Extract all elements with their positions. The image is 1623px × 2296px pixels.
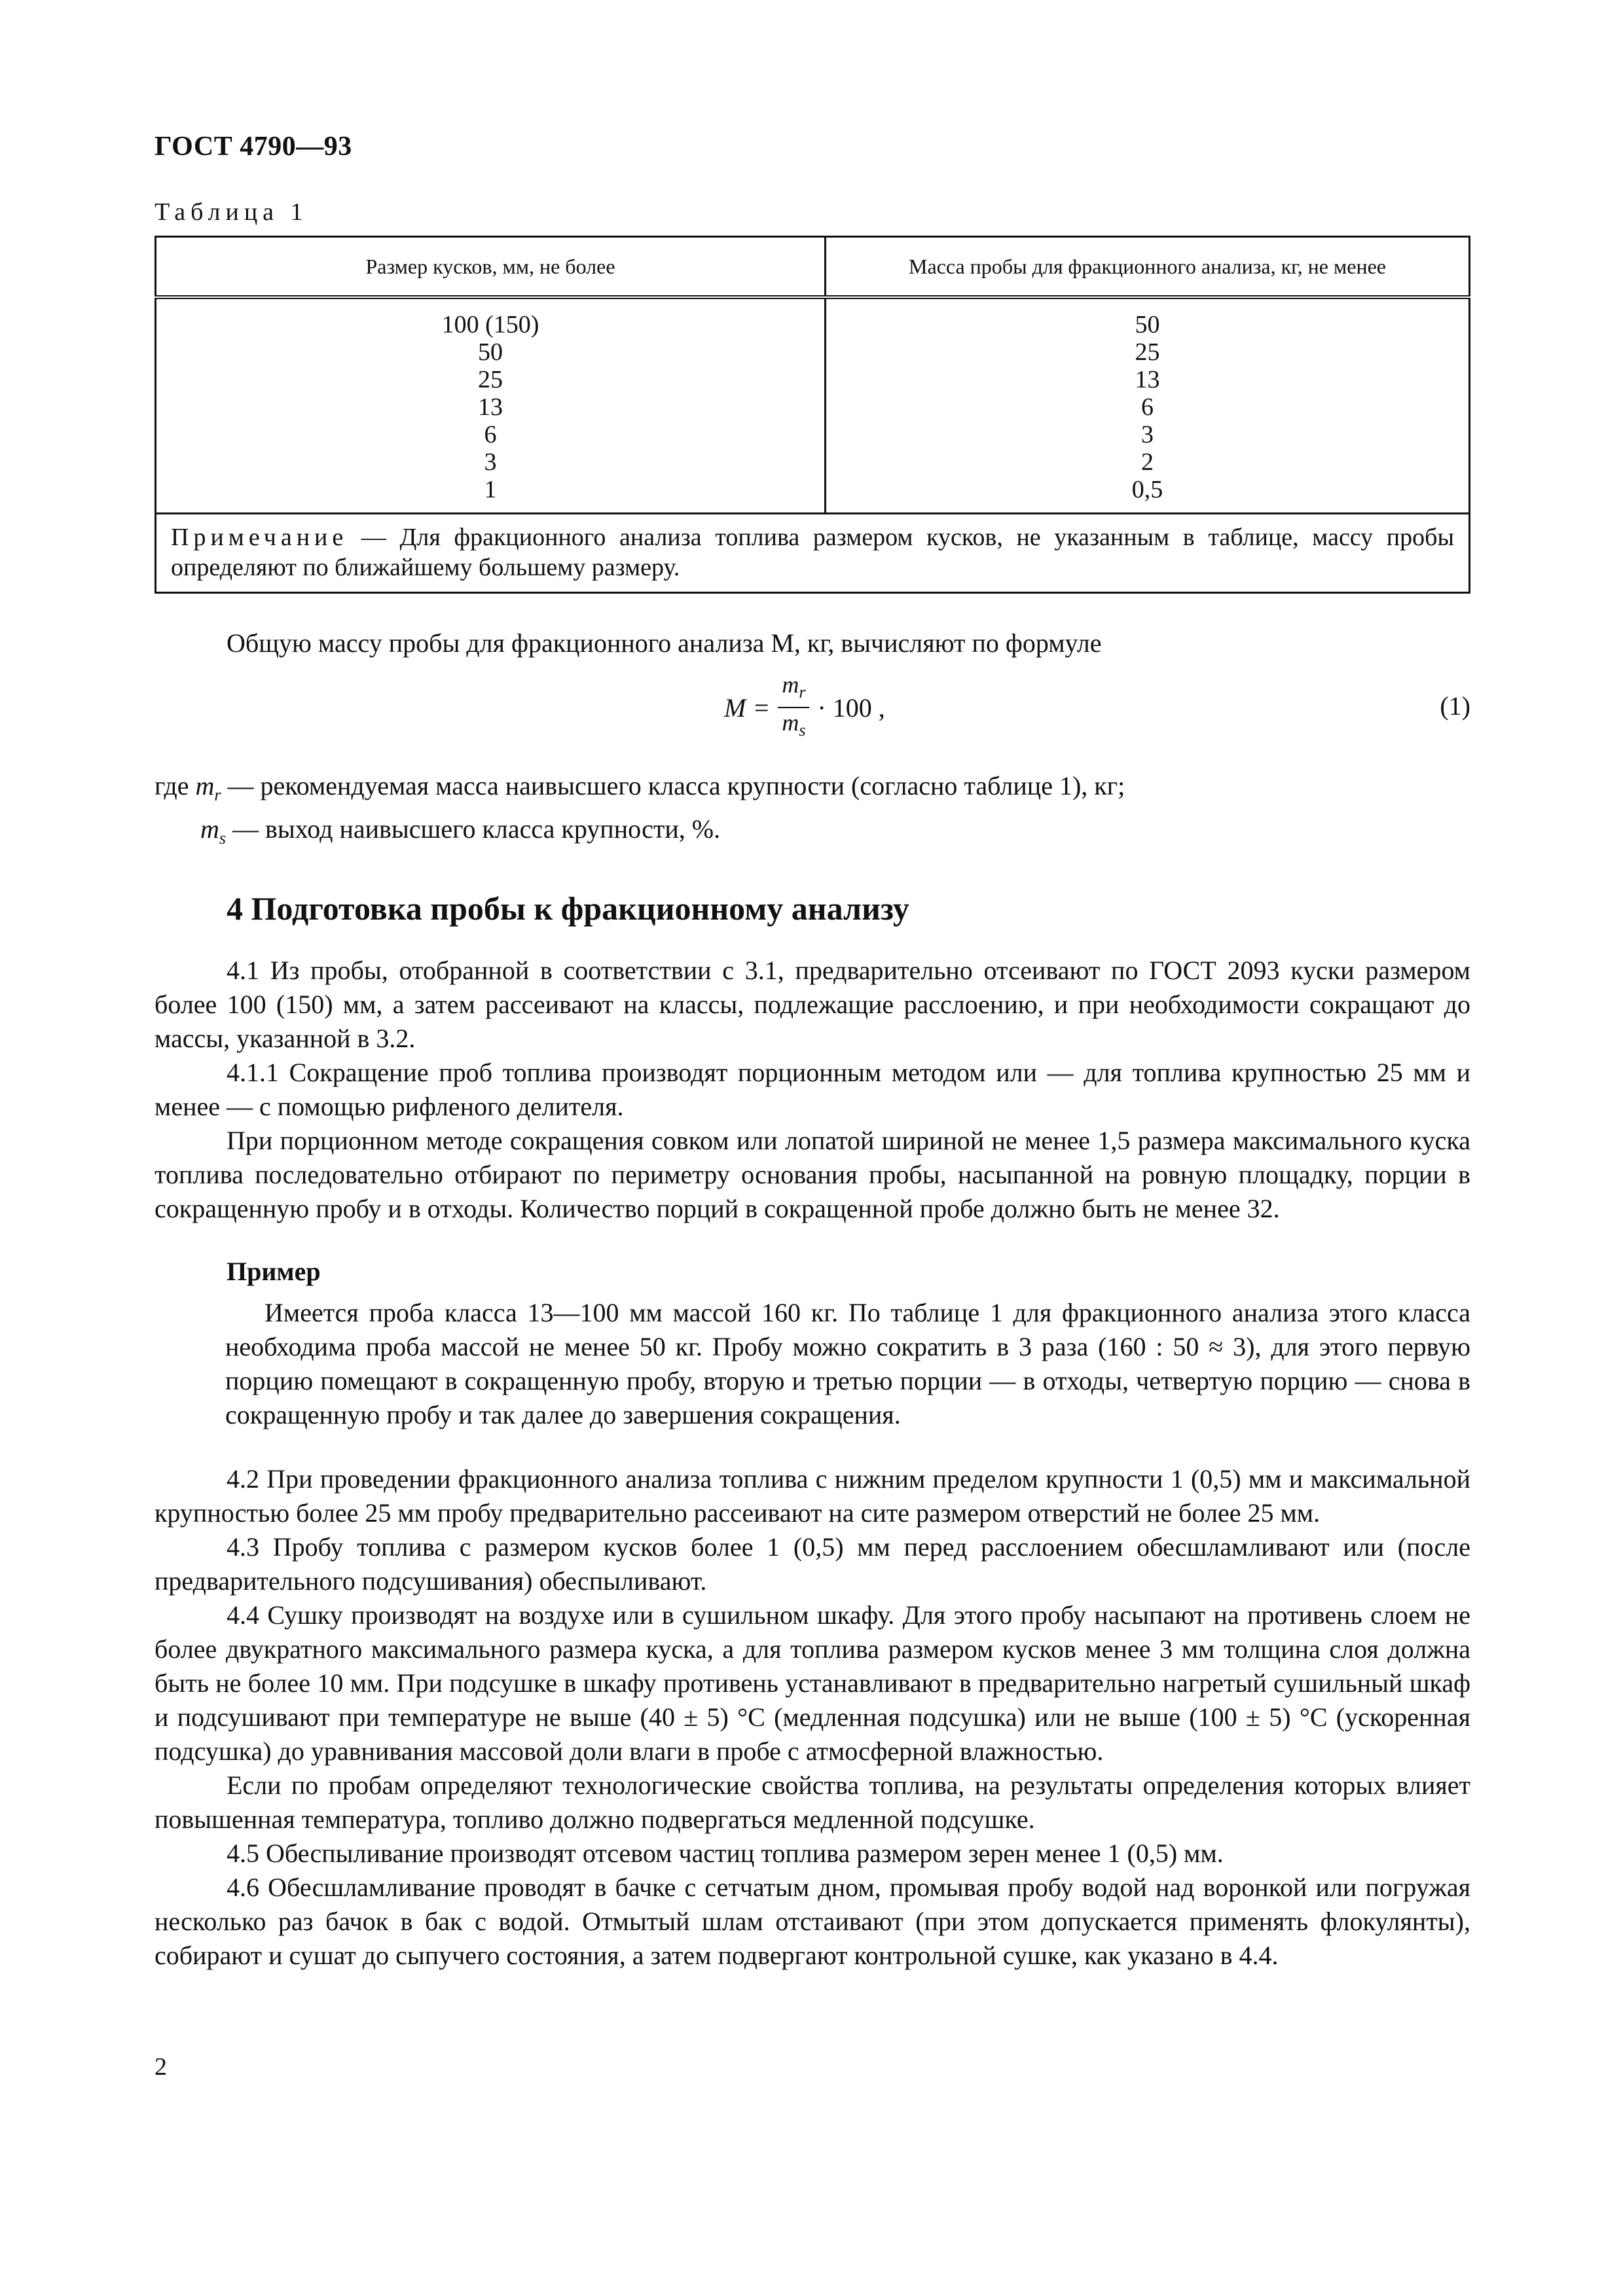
- section-title: 4 Подготовка пробы к фракционному анализу: [227, 890, 909, 927]
- note-lead: Примечание: [171, 524, 348, 551]
- table-mass-cell: [826, 297, 1470, 514]
- denominator-sub: s: [799, 721, 806, 740]
- formula: [724, 672, 885, 743]
- example-title: Пример: [227, 1257, 321, 1286]
- table-col-mass-header: Масса пробы для фракционного анализа, кг, не менее: [826, 237, 1470, 298]
- mass-value: 0,5: [1131, 476, 1163, 503]
- size-value: 13: [478, 393, 503, 421]
- table-1: [155, 236, 1470, 594]
- legend-var: m: [195, 771, 215, 800]
- legend-text: — рекомендуемая масса наивысшего класса крупности (согласно таблице 1), кг;: [221, 771, 1125, 800]
- table-col-size-header: Размер кусков, мм, не более: [156, 237, 826, 298]
- table-values-row: [156, 297, 1470, 514]
- table-header-row: [156, 237, 1470, 298]
- size-value: 6: [484, 421, 497, 448]
- size-value: 50: [478, 338, 503, 366]
- example-block: [155, 1256, 1470, 1432]
- table-caption: Таблица 1: [155, 198, 308, 226]
- legend-lead: где: [155, 771, 189, 800]
- size-value: 100 (150): [441, 311, 539, 338]
- paragraph-technology: Если по пробам определяют технологические свойства топлива, на результаты определения которых влияет повышенная температура, топливо должно подвергаться медленной подсушке.: [155, 1770, 1470, 1834]
- mass-value: 25: [1135, 338, 1160, 366]
- note-text: — Для фракционного анализа топлива размером кусков, не указанным в таблице, массу пробы определяют по ближайшему большему размеру.: [171, 524, 1454, 581]
- paragraph-4-1: 4.1 Из пробы, отобранной в соответствии с 3.1, предварительно отсеивают по ГОСТ 2093 куски размером более 100 (150) мм, а затем рассеивают на классы, подлежащие расслоению, и при необходимости сокращают до массы, указанной в 3.2.: [155, 956, 1470, 1053]
- legend-sub: s: [219, 829, 227, 848]
- formula-denominator: [778, 708, 809, 745]
- paragraph-4-4: 4.4 Сушку производят на воздухе или в сушильном шкафу. Для этого пробу насыпают на противень слоем не более двукратного максимального размера куска, а для топлива размером кусков менее 3 мм толщина слоя должна быть не более 10 мм. При подсушке в шкафу противень устанавливают в предварительно нагретый сушильный шкаф и подсушивают при температуре не выше (40 ± 5) °С (медленная подсушка) или не выше (100 ± 5) °С (ускоренная подсушка) до уравнивания массовой доли влаги в пробе с атмосферной влажностью.: [155, 1600, 1470, 1766]
- legend-var: m: [200, 814, 219, 844]
- size-value: 25: [478, 366, 503, 393]
- paragraph-4-5: 4.5 Обеспыливание производят отсевом частиц топлива размером зерен менее 1 (0,5) мм.: [227, 1839, 1224, 1868]
- legend-m-r: [155, 769, 1470, 812]
- formula-intro: Общую массу пробы для фракционного анализа M, кг, вычисляют по формуле: [227, 628, 1102, 658]
- formula-lhs: M =: [724, 692, 771, 723]
- paragraph-4-1-1: 4.1.1 Сокращение проб топлива производят порционным методом или — для топлива крупностью 25 мм и менее — с помощью рифленого делителя.: [155, 1058, 1470, 1121]
- paragraph-4-2: 4.2 При проведении фракционного анализа топлива с нижним пределом крупности 1 (0,5) мм и максимальной крупностью более 25 мм пробу предварительно рассеивают на сите размером отверстий не более 25 мм.: [155, 1464, 1470, 1528]
- formula-numerator: [778, 670, 809, 708]
- mass-value: 2: [1141, 448, 1154, 476]
- size-value: 1: [484, 476, 497, 503]
- document-id: ГОСТ 4790—93: [155, 132, 352, 162]
- numerator-sub: r: [799, 683, 806, 702]
- formula-number: (1): [1440, 691, 1470, 721]
- page-number: 2: [155, 2053, 167, 2081]
- mass-value: 13: [1135, 366, 1160, 393]
- size-value: 3: [484, 448, 497, 476]
- legend-text: — выход наивысшего класса крупности, %.: [226, 814, 721, 844]
- paragraph-4-6: 4.6 Обесшламливание проводят в бачке с сетчатым дном, промывая пробу водой над воронкой или погружая несколько раз бачок в бак с водой. Отмытый шлам отстаивают (при этом допускается применять флокулянты), собирают и сушат до сыпучего состояния, а затем подвергают контрольной сушке, как указано в 4.4.: [155, 1873, 1470, 1970]
- legend-m-s: [155, 812, 1470, 855]
- mass-value: 50: [1135, 311, 1160, 338]
- denominator-var: m: [782, 709, 799, 736]
- mass-value: 6: [1141, 393, 1154, 421]
- table-note-row: [156, 514, 1470, 593]
- table-note: [156, 514, 1470, 593]
- table-size-cell: [156, 297, 826, 514]
- formula-factor: · 100 ,: [817, 692, 885, 723]
- paragraph-4-3: 4.3 Пробу топлива с размером кусков более 1 (0,5) мм перед расслоением обесшламливают или (после предварительного подсушивания) обеспыливают.: [155, 1532, 1470, 1596]
- paragraph-portion-method: При порционном методе сокращения совком или лопатой шириной не менее 1,5 размера максимального куска топлива последовательно отбирают по периметру основания пробы, насыпанной на ровную площадку, порции в сокращенную пробу и в отходы. Количество порций в сокращенной пробе должно быть не менее 32.: [155, 1126, 1470, 1223]
- mass-value: 3: [1141, 421, 1154, 448]
- document-page: [155, 131, 1470, 1973]
- numerator-var: m: [782, 671, 799, 698]
- example-text: Имеется проба класса 13—100 мм массой 160 кг. По таблице 1 для фракционного анализа этого класса необходима проба массой не менее 50 кг. Пробу можно сократить в 3 раза (160 : 50 ≈ 3), для этого первую порцию помещают в сокращенную пробу, вторую и третью порции — в отходы, четвертую порцию — снова в сокращенную пробу и так далее до завершения сокращения.: [225, 1298, 1470, 1429]
- formula-fraction: [778, 670, 809, 745]
- formula-legend: [155, 769, 1470, 855]
- formula-row: [155, 672, 1470, 743]
- legend-sub: r: [214, 785, 221, 804]
